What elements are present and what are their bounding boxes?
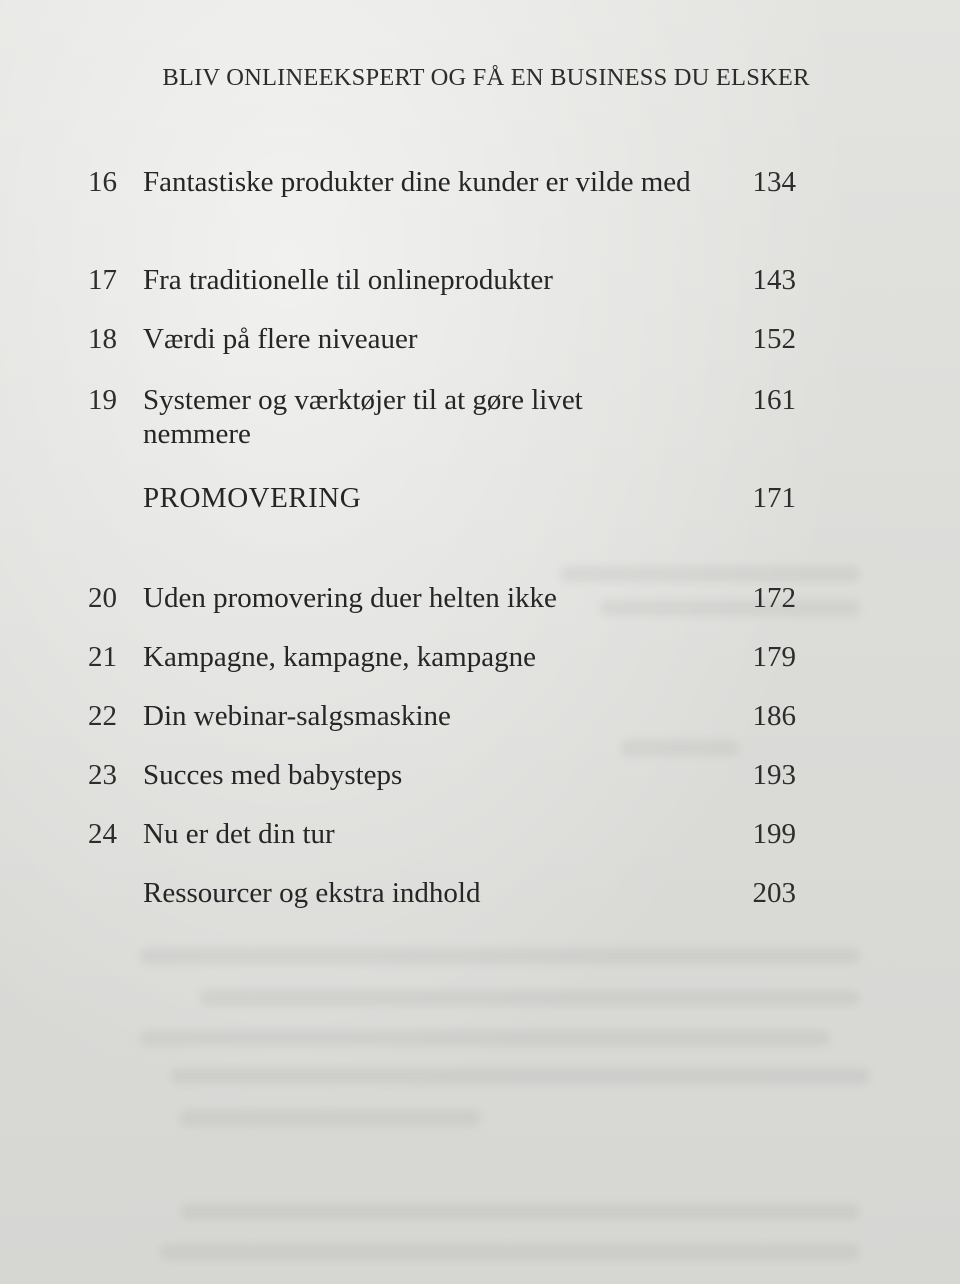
- page-number: 143: [752, 264, 796, 296]
- page-number: 152: [752, 323, 796, 355]
- toc-entry: [0, 383, 960, 463]
- toc-section-entry: [0, 481, 960, 561]
- chapter-title: Din webinar-salgsmaskine: [143, 700, 451, 732]
- chapter-title: Nu er det din tur: [143, 818, 335, 850]
- chapter-title: Værdi på flere niveauer: [143, 323, 418, 355]
- page-number: 134: [752, 166, 796, 198]
- chapter-number: 18: [88, 323, 117, 355]
- chapter-number: 23: [88, 759, 117, 791]
- page-number: 203: [752, 877, 796, 909]
- chapter-number: 24: [88, 818, 117, 850]
- chapter-number: 17: [88, 264, 117, 296]
- page-number: 193: [752, 759, 796, 791]
- chapter-number: 21: [88, 641, 117, 673]
- section-title: PROMOVERING: [143, 482, 362, 514]
- chapter-number: 22: [88, 700, 117, 732]
- chapter-number: 19: [88, 384, 117, 416]
- page-number: 199: [752, 818, 796, 850]
- toc-entry: [0, 876, 960, 956]
- page-number: 172: [752, 582, 796, 614]
- chapter-title: Fra traditionelle til onlineprodukter: [143, 264, 553, 296]
- page-number: 186: [752, 700, 796, 732]
- chapter-title: Fantastiske produkter dine kunder er vilde med: [143, 166, 691, 198]
- chapter-number: 20: [88, 582, 117, 614]
- page-number: 179: [752, 641, 796, 673]
- chapter-title: Succes med babysteps: [143, 759, 403, 791]
- running-head: BLIV ONLINEEKSPERT OG FÅ EN BUSINESS DU ELSKER: [162, 64, 810, 91]
- page-number: 171: [752, 482, 796, 514]
- chapter-title: Systemer og værktøjer til at gøre livet nemmere: [143, 384, 583, 450]
- page-number: 161: [752, 384, 796, 416]
- toc-entry: [0, 165, 960, 245]
- chapter-title: Kampagne, kampagne, kampagne: [143, 641, 536, 673]
- chapter-title: Ressourcer og ekstra indhold: [143, 877, 481, 909]
- chapter-title: Uden promovering duer helten ikke: [143, 582, 557, 614]
- chapter-number: 16: [88, 166, 117, 198]
